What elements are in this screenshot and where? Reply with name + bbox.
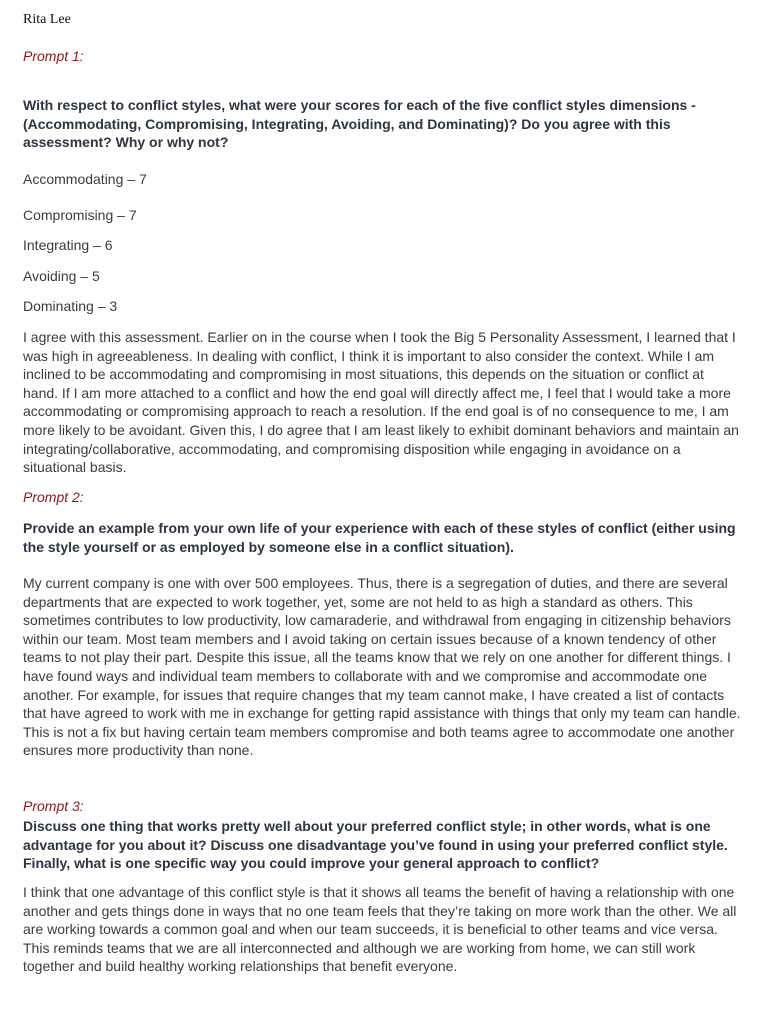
prompt-1-question: With respect to conflict styles, what were your scores for each of the five conflict styles dimensions -(Accommodating, Compromising, Integrating, Avoiding, and Dominating)? Do you agree with this assessment? Why or why not? [23, 97, 696, 151]
prompt-2-question: Provide an example from your own life of your experience with each of these styles of conflict (either using the style yourself or as employed by someone else in a conflict situation). [23, 520, 736, 555]
prompt-3-label: Prompt 3: [23, 798, 84, 814]
score-integrating: Integrating – 6 [23, 237, 113, 253]
prompt-2-answer: My current company is one with over 500 employees. Thus, there is a segregation of duties, and there are several departments that are expected to work together, yet, some are not held to as high a standard as others. This sometimes contributes to low productivity, low camaraderie, and withdrawal from engaging in citizenship behaviors within our team. Most team members and I avoid taking on certain issues because of a known tendency of other teams to not play their part. Despite this issue, all the teams know that we rely on one another for different things. I have found ways and individual team members to collaborate with and we compromise and accommodate one another. For example, for issues that require changes that my team cannot make, I have created a list of contacts that have agreed to work with me in exchange for getting rapid assistance with things that only my team can handle. This is not a fix but having certain team members compromise and both teams agree to accommodate one another ensures more productivity than none. [23, 575, 741, 759]
score-dominating: Dominating – 3 [23, 298, 118, 314]
prompt-3-question: Discuss one thing that works pretty well about your preferred conflict style; in other words, what is one advantage for you about it? Discuss one disadvantage you’ve found in using your preferred conflict style. Finally, what is one specific way you could improve your general approach to conflict? [23, 818, 728, 872]
author-name: Rita Lee [23, 12, 71, 27]
score-accommodating: Accommodating – 7 [23, 171, 147, 187]
prompt-3-answer: I think that one advantage of this conflict style is that it shows all teams the benefit of having a relationship with one another and gets things done in ways that no one team feels that they’re taking on more work than the other. We all are working towards a common goal and when our team succeeds, it is beneficial to other teams and vice versa. This reminds teams that we are all interconnected and although we are working from home, we can still work together and build healthy working relationships that benefit everyone. [23, 884, 737, 975]
prompt-2-label: Prompt 2: [23, 489, 84, 505]
prompt-1-answer: I agree with this assessment. Earlier on in the course when I took the Big 5 Personality Assessment, I learned that I was high in agreeableness. In dealing with conflict, I think it is important to also consider the context. While I am inclined to be accommodating and compromising in most situations, this depends on the situation or conflict at hand. If I am more attached to a conflict and how the end goal will directly affect me, I feel that I would take a more accommodating or compromising approach to reach a resolution. If the end goal is of no consequence to me, I am more likely to be avoidant. Given this, I do agree that I am least likely to exhibit dominant behaviors and maintain an integrating/collaborative, accommodating, and compromising disposition while engaging in avoidance on a situational basis. [23, 329, 739, 476]
score-avoiding: Avoiding – 5 [23, 268, 100, 284]
prompt-1-label: Prompt 1: [23, 48, 84, 64]
score-compromising: Compromising – 7 [23, 207, 137, 223]
